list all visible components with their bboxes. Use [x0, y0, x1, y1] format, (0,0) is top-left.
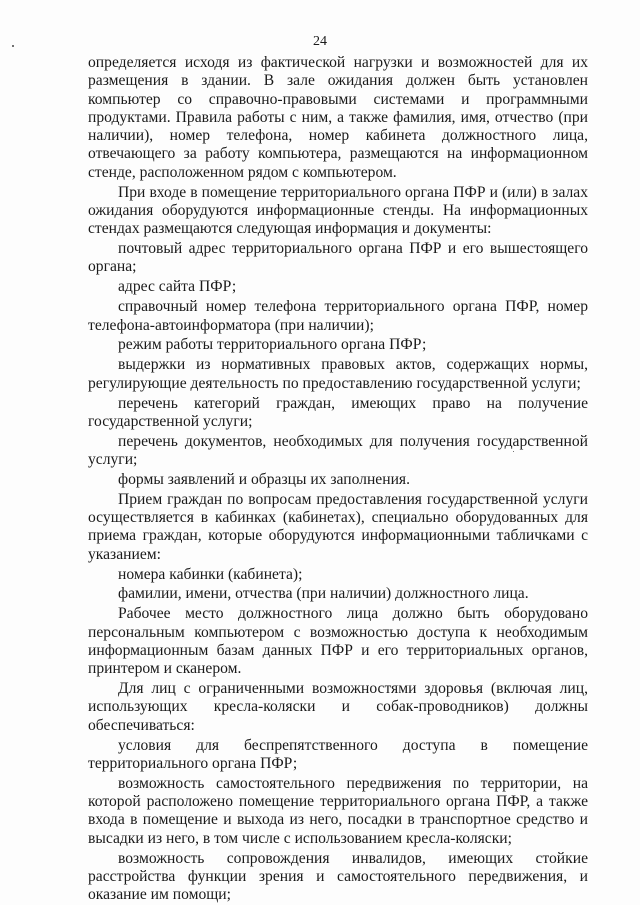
- scan-speck: [12, 45, 14, 47]
- list-item: адрес сайта ПФР;: [118, 278, 237, 296]
- list-item: условия для беспрепятственного доступа в помещение территориального органа ПФР;: [88, 736, 588, 772]
- paragraph: При входе в помещение территориального органа ПФР и (или) в залах ожидания оборудуются информационные стенды. На информационных стендах размещаются следующая информация и документы:: [88, 183, 588, 238]
- list-item: справочный номер телефона территориального органа ПФР, номер телефона-автоинформатора (при наличии);: [88, 298, 588, 334]
- list-item: выдержки из нормативных правовых актов, содержащих нормы, регулирующие деятельность по предоставлению государственной услуги;: [88, 356, 588, 392]
- paragraph: Рабочее место должностного лица должно быть оборудовано персональным компьютером с возможностью доступа к необходимым информационным базам данных ПФР и его территориальных органов, принтером и сканером.: [88, 605, 588, 678]
- list-item: режим работы территориального органа ПФР;: [118, 336, 427, 354]
- list-item: перечень категорий граждан, имеющих право на получение государственной услуги;: [88, 394, 588, 430]
- paragraph: определяется исходя из фактической нагрузки и возможностей для их размещения в здании. В зале ожидания должен быть установлен компьютер со справочно-правовыми системами и программными продуктами. Правила работы с ним, а также фамилия, имя, отчество (при наличии), номер телефона, номер кабинета должностного лица, отвечающего за работу компьютера, размещаются на информационном стенде, расположенном рядом с компьютером.: [88, 54, 588, 181]
- list-item: возможность сопровождения инвалидов, имеющих стойкие расстройства функции зрения и самостоятельного передвижения, и оказание им помощи;: [88, 849, 588, 904]
- list-item: фамилии, имени, отчества (при наличии) должностного лица.: [118, 585, 529, 603]
- list-item: перечень документов, необходимых для получения государственной услуги;: [88, 432, 588, 468]
- page-number: 24: [313, 34, 327, 49]
- list-item: почтовый адрес территориального органа ПФР и его вышестоящего органа;: [88, 240, 588, 276]
- list-item: номера кабинки (кабинета);: [118, 565, 303, 583]
- paragraph: Для лиц с ограниченными возможностями здоровья (включая лиц, использующих кресла-коляски и собак-проводников) должны обеспечиваться:: [88, 680, 588, 734]
- list-item: возможность самостоятельного передвижения по территории, на которой расположено помещение территориального органа ПФР, а также входа в помещение и выхода из него, посадки в транспортное средство и высадки из него, в том числе с использованием кресла-коляски;: [88, 774, 588, 847]
- list-item: формы заявлений и образцы их заполнения.: [118, 470, 410, 488]
- document-body: [88, 54, 588, 906]
- paragraph: Прием граждан по вопросам предоставления государственной услуги осуществляется в кабинках (кабинетах), специально оборудованных для приема граждан, которые оборудуются информационными табличками с указанием:: [88, 490, 588, 563]
